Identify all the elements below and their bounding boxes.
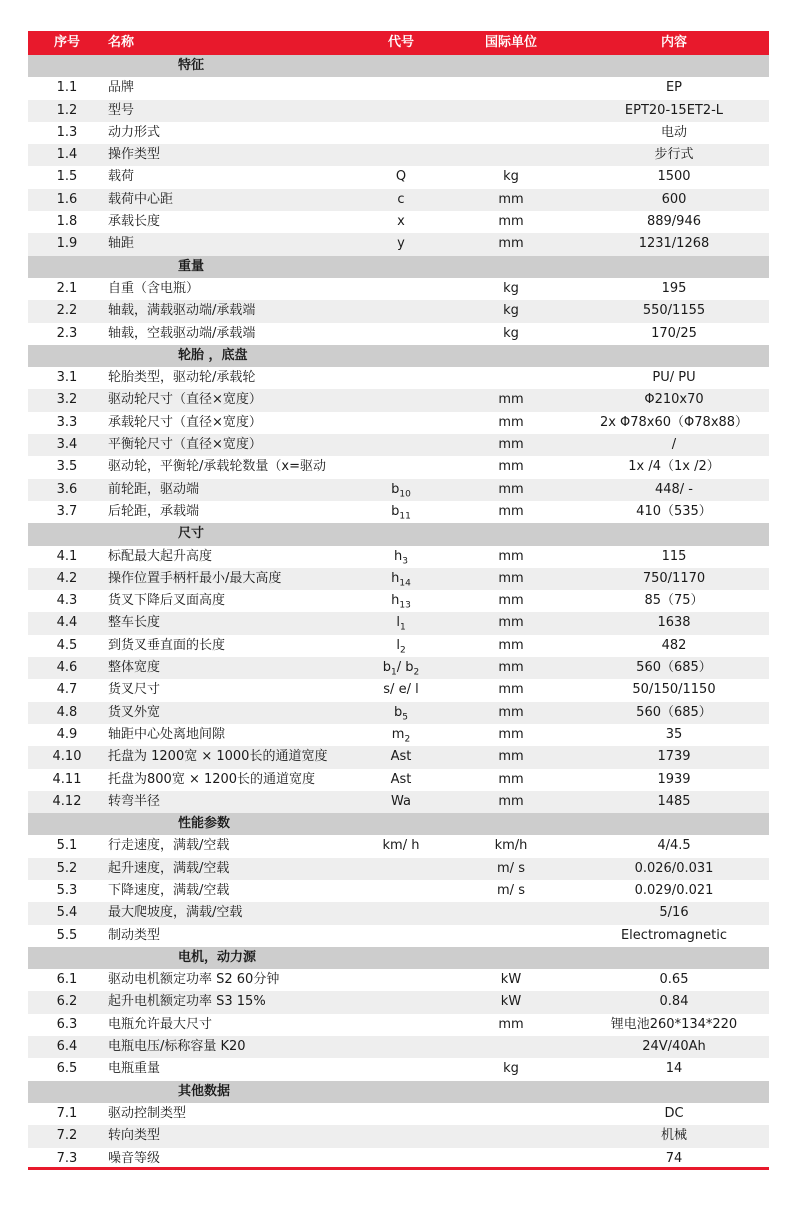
code-subscript: 1: [391, 667, 397, 678]
row-value: 600: [661, 191, 687, 207]
row-value: 74: [665, 1150, 683, 1166]
row-number: 3.7: [56, 503, 78, 519]
row-value: 410（535）: [636, 503, 712, 519]
section-header: [28, 345, 769, 367]
table-row: [28, 300, 769, 322]
code-subscript: 13: [399, 600, 411, 611]
code-symbol: h: [391, 593, 400, 609]
section-title: 性能参数: [178, 816, 231, 832]
section-header: [28, 947, 769, 969]
row-number: 3.3: [56, 414, 78, 430]
code-subscript: 10: [399, 489, 411, 500]
header-no: 序号: [53, 35, 80, 50]
row-value: Electromagnetic: [620, 927, 728, 943]
row-value: 5/16: [659, 905, 689, 921]
code-symbol: h: [394, 548, 403, 564]
row-name: 驱动控制类型: [108, 1105, 187, 1121]
row-unit: mm: [498, 771, 524, 787]
section-header: [28, 256, 769, 278]
row-name: 起升速度，满载/空载: [108, 860, 230, 876]
table-row: [28, 568, 769, 590]
row-name: 品牌: [108, 80, 135, 96]
code-subscript-2: 2: [413, 667, 420, 678]
row-unit: mm: [498, 459, 524, 475]
table-row: [28, 434, 769, 456]
row-name: 载荷: [108, 169, 135, 185]
table-row: [28, 278, 769, 300]
table-row: [28, 166, 769, 188]
row-unit: mm: [498, 548, 524, 564]
code-symbol: h: [391, 570, 400, 586]
row-name: 平衡轮尺寸（直径×宽度）: [108, 437, 262, 453]
row-unit: m/ s: [497, 882, 525, 898]
section-title: 特征: [178, 58, 205, 73]
table-row: [28, 902, 769, 924]
spec-table: [28, 31, 769, 1170]
table-row: [28, 412, 769, 434]
code-subscript: 14: [399, 578, 411, 589]
table-row: [28, 702, 769, 724]
row-unit: m/ s: [497, 860, 525, 876]
section-title: 尺寸: [178, 526, 205, 542]
row-value: Φ210x70: [644, 392, 704, 408]
code-symbol: Ast: [390, 749, 412, 765]
row-value: 0.029/0.021: [634, 882, 714, 898]
code-subscript: 2: [399, 645, 406, 656]
row-value: EPT20-15ET2-L: [624, 102, 724, 118]
code-symbol: km/ h: [382, 838, 420, 854]
row-unit: mm: [498, 481, 524, 497]
row-name: 操作位置手柄杆最小/最大高度: [108, 570, 282, 586]
row-unit: mm: [498, 1016, 524, 1032]
row-value: 0.026/0.031: [634, 860, 714, 876]
row-number: 4.4: [56, 615, 78, 631]
row-value: 750/1170: [642, 570, 706, 586]
row-unit: mm: [498, 593, 524, 609]
row-value: 115: [661, 548, 687, 564]
table-row: [28, 1014, 769, 1036]
row-value: 4/4.5: [657, 838, 691, 854]
row-value: 2x Φ78x60（Φ78x88）: [599, 414, 749, 430]
table-row: [28, 211, 769, 233]
row-value: 机械: [660, 1128, 687, 1144]
row-name: 制动类型: [108, 927, 161, 943]
code-symbol: y: [397, 236, 405, 252]
code-symbol: c: [397, 191, 405, 207]
row-number: 6.5: [56, 1061, 78, 1077]
row-number: 5.1: [56, 838, 78, 854]
row-name: 托盘为 1200宽 × 1000长的通道宽度: [108, 749, 328, 765]
row-name: 电瓶重量: [108, 1061, 161, 1077]
row-value: 0.65: [659, 972, 689, 988]
table-row: [28, 791, 769, 813]
code-subscript: 11: [399, 511, 411, 522]
row-number: 2.3: [56, 325, 78, 341]
row-number: 1.2: [56, 102, 78, 118]
table-row: [28, 835, 769, 857]
table-row: [28, 769, 769, 791]
table-row: [28, 122, 769, 144]
section-title: 电机，动力源: [178, 949, 257, 965]
row-unit: mm: [498, 660, 524, 676]
row-value: 0.84: [659, 994, 689, 1010]
table-row: [28, 612, 769, 634]
row-name: 驱动电机额定功率 S2 60分钟: [108, 972, 280, 988]
row-name: 电瓶允许最大尺寸: [108, 1016, 213, 1032]
row-number: 3.2: [56, 392, 78, 408]
row-unit: mm: [498, 749, 524, 765]
row-value: /: [671, 437, 677, 453]
row-number: 4.3: [56, 593, 78, 609]
row-unit: mm: [498, 414, 524, 430]
row-unit: km/h: [494, 838, 528, 854]
row-name: 轴距: [108, 236, 135, 252]
table-row: [28, 501, 769, 523]
row-name: 货叉下降后叉面高度: [108, 593, 226, 609]
row-number: 6.4: [56, 1039, 78, 1055]
code-symbol: x: [397, 214, 405, 230]
row-value: 1638: [657, 615, 691, 631]
row-number: 4.6: [56, 660, 78, 676]
code-symbol: m: [391, 726, 405, 742]
row-name: 下降速度，满载/空载: [108, 882, 230, 898]
row-number: 4.2: [56, 570, 78, 586]
code-symbol: s/ e/ l: [383, 682, 419, 698]
row-name: 前轮距，驱动端: [108, 481, 200, 497]
section-header: [28, 523, 769, 545]
table-row: [28, 657, 769, 679]
code-subscript: 1: [399, 623, 406, 634]
row-number: 6.1: [56, 972, 78, 988]
table-row: [28, 323, 769, 345]
code-symbol: b: [382, 660, 392, 676]
table-row: [28, 77, 769, 99]
table-row: [28, 991, 769, 1013]
row-value: 24V/40Ah: [642, 1039, 706, 1055]
row-unit: mm: [498, 637, 524, 653]
row-number: 6.3: [56, 1016, 78, 1032]
row-value: 1939: [657, 771, 691, 787]
row-name: 起升电机额定功率 S3 15%: [108, 994, 266, 1010]
row-value: 195: [661, 280, 687, 296]
row-number: 3.4: [56, 437, 78, 453]
row-unit: mm: [498, 682, 524, 698]
row-number: 7.1: [56, 1105, 78, 1121]
row-value: 448/ -: [654, 481, 694, 497]
header-code: 代号: [387, 35, 414, 50]
table-row: [28, 546, 769, 568]
row-value: 步行式: [654, 147, 694, 163]
row-unit: kg: [503, 1061, 519, 1077]
code-symbol: l: [396, 637, 400, 653]
row-name: 轮胎类型，驱动轮/承载轮: [108, 370, 256, 386]
row-value: 560（685）: [636, 704, 712, 720]
row-number: 7.2: [56, 1128, 78, 1144]
table-row: [28, 479, 769, 501]
row-name: 驱动轮尺寸（直径×宽度）: [108, 392, 262, 408]
table-row: [28, 969, 769, 991]
table-row: [28, 590, 769, 612]
row-name: 动力形式: [108, 124, 161, 140]
table-row: [28, 858, 769, 880]
code-symbol: Q: [395, 169, 407, 185]
row-unit: mm: [498, 570, 524, 586]
code-symbol: b: [391, 481, 400, 497]
code-symbol: l: [396, 615, 400, 631]
row-value: 50/150/1150: [632, 682, 716, 698]
row-value: 1500: [657, 169, 691, 185]
row-unit: mm: [498, 615, 524, 631]
table-row: [28, 635, 769, 657]
row-number: 2.2: [56, 303, 78, 319]
code-subscript: 2: [404, 734, 411, 745]
row-number: 1.9: [56, 236, 78, 252]
row-unit: mm: [498, 214, 524, 230]
table-row: [28, 389, 769, 411]
section-header: [28, 55, 769, 77]
row-name: 轴距中心处离地间隙: [108, 726, 226, 742]
row-unit: kg: [503, 280, 519, 296]
row-name: 到货叉垂直面的长度: [108, 637, 226, 653]
code-symbol-2: / b: [396, 660, 414, 676]
row-number: 4.8: [56, 704, 78, 720]
row-name: 转弯半径: [108, 793, 161, 809]
code-symbol: b: [394, 704, 403, 720]
row-name: 标配最大起升高度: [108, 548, 213, 564]
row-number: 7.3: [56, 1150, 78, 1166]
row-value: 170/25: [651, 325, 697, 341]
row-value: 482: [661, 637, 687, 653]
row-value: 1739: [657, 749, 691, 765]
section-title: 轮胎 ，底盘: [178, 347, 248, 363]
row-number: 6.2: [56, 994, 78, 1010]
row-number: 1.8: [56, 214, 78, 230]
section-title: 重量: [178, 258, 205, 274]
table-row: [28, 880, 769, 902]
row-unit: mm: [498, 392, 524, 408]
row-number: 5.2: [56, 860, 78, 876]
row-number: 3.6: [56, 481, 78, 497]
table-row: [28, 456, 769, 478]
row-name: 托盘为800宽 × 1200长的通道宽度: [108, 771, 316, 787]
row-name: 转向类型: [108, 1128, 161, 1144]
row-number: 1.5: [56, 169, 78, 185]
row-number: 3.5: [56, 459, 78, 475]
row-unit: kW: [500, 994, 522, 1010]
table-row: [28, 679, 769, 701]
row-number: 5.5: [56, 927, 78, 943]
row-unit: mm: [498, 704, 524, 720]
table-row: [28, 233, 769, 255]
row-unit: kg: [503, 169, 519, 185]
row-value: 1231/1268: [638, 236, 710, 252]
table-row: [28, 100, 769, 122]
section-header: [28, 1081, 769, 1103]
header-value: 内容: [660, 35, 687, 50]
row-unit: mm: [498, 726, 524, 742]
row-name: 电瓶电压/标称容量 K20: [108, 1039, 246, 1055]
row-unit: mm: [498, 236, 524, 252]
row-number: 1.4: [56, 147, 78, 163]
row-number: 3.1: [56, 370, 78, 386]
table-row: [28, 925, 769, 947]
row-number: 4.10: [52, 749, 82, 765]
row-name: 操作类型: [108, 147, 161, 163]
code-subscript: 3: [402, 556, 408, 567]
row-name: 承载轮尺寸（直径×宽度）: [108, 414, 262, 430]
table-row: [28, 1103, 769, 1125]
row-name: 整车长度: [108, 615, 161, 631]
header-name: 名称: [108, 35, 135, 50]
row-unit: mm: [498, 191, 524, 207]
row-value: 560（685）: [636, 660, 712, 676]
section-title: 其他数据: [178, 1083, 231, 1099]
row-value: 14: [665, 1061, 683, 1077]
row-name: 承载长度: [108, 214, 161, 230]
row-name: 驱动轮，平衡轮/承载轮数量（x=驱动: [108, 459, 326, 475]
table-row: [28, 1125, 769, 1147]
table-row: [28, 1036, 769, 1058]
row-number: 5.4: [56, 905, 78, 921]
row-unit: kg: [503, 303, 519, 319]
row-number: 4.7: [56, 682, 78, 698]
code-symbol: Wa: [391, 793, 411, 809]
row-number: 4.1: [56, 548, 78, 564]
row-name: 后轮距，承载端: [108, 503, 200, 519]
table-row: [28, 746, 769, 768]
row-value: 85（75）: [644, 593, 704, 609]
code-symbol: b: [391, 503, 400, 519]
row-unit: mm: [498, 793, 524, 809]
table-row: [28, 189, 769, 211]
row-name: 最大爬坡度，满载/空载: [108, 905, 243, 921]
row-unit: mm: [498, 503, 524, 519]
row-number: 4.9: [56, 726, 78, 742]
code-subscript: 5: [402, 712, 408, 723]
row-value: 1485: [657, 793, 691, 809]
row-unit: kg: [503, 325, 519, 341]
bottom-rule: [28, 1167, 769, 1170]
row-unit: mm: [498, 437, 524, 453]
row-name: 行走速度，满载/空载: [108, 838, 230, 854]
row-name: 型号: [108, 102, 135, 118]
table-body: [28, 55, 769, 1170]
row-unit: kW: [500, 972, 522, 988]
row-value: 电动: [660, 124, 687, 140]
row-name: 自重（含电瓶）: [108, 280, 200, 296]
row-name: 整体宽度: [108, 660, 161, 676]
row-value: EP: [665, 80, 683, 96]
row-number: 4.11: [52, 771, 82, 787]
row-name: 轴载，空载驱动端/承载端: [108, 325, 256, 341]
table-row: [28, 144, 769, 166]
table-row: [28, 724, 769, 746]
table-row: [28, 367, 769, 389]
table-row: [28, 1058, 769, 1080]
row-value: DC: [664, 1105, 684, 1121]
row-value: 889/946: [646, 214, 701, 230]
row-name: 噪音等级: [108, 1150, 161, 1166]
row-number: 4.12: [52, 793, 82, 809]
row-value: 35: [665, 726, 683, 742]
row-number: 1.3: [56, 124, 78, 140]
section-header: [28, 813, 769, 835]
header-unit: 国际单位: [484, 35, 537, 50]
row-value: PU/ PU: [652, 370, 696, 386]
row-name: 货叉外宽: [108, 704, 161, 720]
row-number: 1.6: [56, 191, 78, 207]
row-name: 货叉尺寸: [108, 682, 161, 698]
row-name: 轴载，满载驱动端/承载端: [108, 303, 256, 319]
row-name: 载荷中心距: [108, 191, 174, 207]
row-value: 550/1155: [642, 303, 706, 319]
row-number: 1.1: [56, 80, 78, 96]
row-value: 锂电池260*134*220: [610, 1016, 738, 1032]
row-number: 2.1: [56, 280, 78, 296]
row-number: 5.3: [56, 882, 78, 898]
table-header: [28, 31, 769, 55]
row-value: 1x /4（1x /2）: [628, 459, 720, 475]
row-number: 4.5: [56, 637, 78, 653]
code-symbol: Ast: [390, 771, 412, 787]
